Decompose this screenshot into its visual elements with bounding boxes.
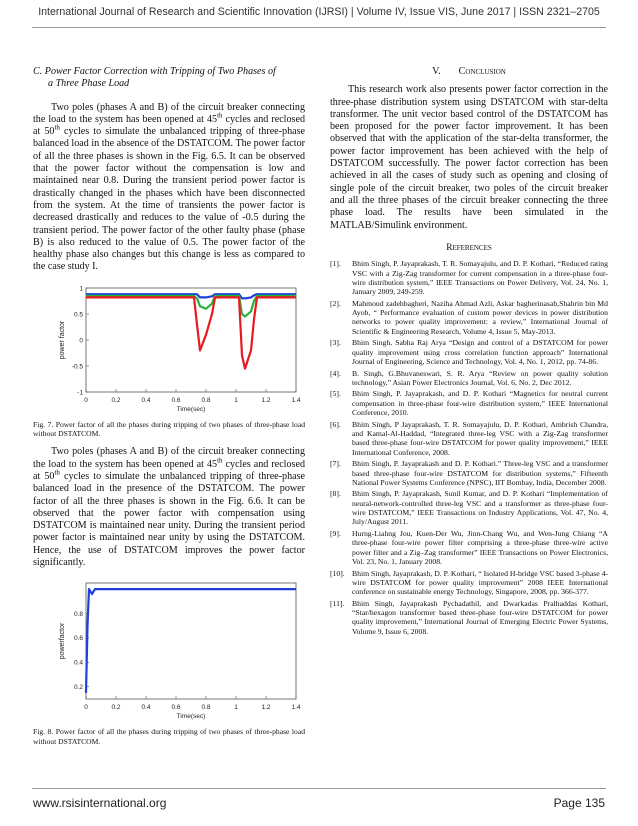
y-tick-label: 1 [79,285,83,293]
x-tick-label: 0.4 [141,704,151,712]
x-tick-label: 0.8 [201,704,211,712]
reference-text: Bhim Singh, P. Jayaprakash, T. R. Somayajulu, and D. P. Kothari, “Reduced rating VSC with a Zig-Zag transformer for current compensation in a three-phase four-wire distribution system,” IEEE Transactions on Power Delivery, Vol. 24, No. 1, January 2009, 249-259. [352,259,608,297]
plot-area [86,288,296,392]
reference-item [330,529,608,566]
x-axis-label: Time(sec) [176,405,206,413]
reference-number: [10]. [330,568,345,578]
reference-number: [7]. [330,459,341,469]
journal-header: International Journal of Research and Scientific Innovation (IJRSI) | Volume IV, Issue VIS, June 2017 | ISSN 2321–2705 [38,6,600,18]
figure-8-chart [41,579,303,725]
x-tick-label: 1 [234,704,238,712]
reference-number: [4]. [330,368,341,378]
reference-item [330,299,608,336]
reference-number: [11]. [330,598,345,608]
x-tick-label: 0.2 [111,396,121,404]
reference-number: [6]. [330,419,341,429]
reference-item [330,420,608,457]
reference-item [330,259,608,296]
reference-number: [2]. [330,298,341,308]
reference-number: [5]. [330,389,341,399]
y-tick-label: -1 [77,389,83,397]
reference-item [330,369,608,388]
x-tick-label: 0 [84,704,88,712]
x-tick-label: 0 [84,396,88,404]
y-tick-label: 0 [79,337,83,345]
y-axis-label: power factor [59,320,66,360]
figure-7-chart [41,284,303,418]
x-tick-label: 0.4 [141,396,151,404]
page-footer [33,796,605,810]
figure-8-caption: Fig. 8. Power factor of all the phases during tripping of two phases of three-phase load without DSTATCOM. [33,727,305,746]
left-column [33,66,305,746]
y-tick-label: 0.6 [73,635,83,643]
y-axis-label: powerfactor [59,623,66,660]
reference-text: Bhim Singh, P. Jayaprakash, Sunil Kumar, and D. P. Kothari “Implementation of neural-network-controlled three-leg VSC and a transformer as three-phase four-wire DSTATCOM,” IEEE Transactions on Industry Applications, Vol. 47, No. 4, July/August 2011. [352,489,608,527]
x-tick-label: 1.4 [291,704,301,712]
conclusion-paragraph: This research work also presents power factor correction in the three-phase distribution system using DSTATCOM with star-delta transformer. The unit vector based control of the DSTATCOM has been proposed for the power factor improvement. It has been observed that with the application of the star-delta transformer, the power factor improvement has been achieved with the help of DSTATCOM successfully. The power factor correction has been achieved in all the cases of study such as opening and closing of single pole of the circuit breaker, two poles of the circuit breaker and all the three phases of the circuit breaker connecting the three phase load. The results have been simulated in the MATLAB/Simulink environment. [330,84,608,231]
conclusion-heading: V. Conclusion [432,66,506,77]
x-tick-label: 0.2 [111,704,121,712]
x-tick-label: 1 [234,396,238,404]
paragraph-1: Two poles (phases A and B) of the circuit breaker connecting the load to the system has been opened at 45th cycles and reclosed at 50th cycles to simulate the unbalanced tripping of three-phase balanced load in the absence of the DSTATCOM. The power factor of all the three phases is shown in the Fig. 6.5. It can be observed that the power factor without the compensation is low and maintained near 0.8. During the transient period power factor is drastically changed in the phases which have been disconnected from the system. At the time of transients the power factor is decreased drastically and reduces to the value of -0.5 during the transient period. The power factor of the other faulty phase (phase B) is also reduced to the value of 0.5. The power factor of the healthy phase also changes but this change is less as compared to the case study I. [33,101,306,273]
y-tick-label: 0.2 [73,684,83,692]
reference-number: [3]. [330,338,341,348]
y-tick-label: 0.4 [73,659,83,667]
reference-text: Bhim Singh, P. Jayaprakash and D. P. Kothari.” Three-leg VSC and a transformer based three-phase four-wire DSTATCOM for distribution systems,” Fifteenth National Power Systems Conference (NPSC), IIT Bombay, India, December 2008. [352,459,608,487]
reference-text: Bhim Singh, Sabha Raj Arya “Design and control of a DSTATCOM for power quality improvement using cross correlation function approach” International Journal of Engineering, Science and Technology, Vol. 4, No. 1, 2012, pp. 74-86. [352,338,608,366]
x-tick-label: 1.2 [261,704,271,712]
reference-number: [8]. [330,489,341,499]
reference-item [330,459,608,487]
reference-item [330,599,608,636]
reference-number: [9]. [330,528,341,538]
footer-rule [32,788,606,789]
paragraph-2: Two poles (phases A and B) of the circuit breaker connecting the load to the system has been opened at 45th cycles and reclosed at 50th cycles to simulate the unbalanced tripping of three-phase balanced load in the presence of the DSTATCOM. The power factor of all the three phases is shown in the Fig. 6.6. It can be observed that the power factor with compensation using DSTATCOM is maintained near unity. During the transient period power factor is maintained near unity by using the DSTATCOM. Hence, the use of DSTATCOM improves the power factor significantly. [33,446,306,569]
references-list [330,259,608,636]
reference-text: Hurng-Liahng Jou, Kuen-Der Wu, Jinn-Chang Wu, and Wen-Jung Chiang “A three-phase four-wire power filter comprising a three-phase three-wire active power filter and a Zig–Zag transformer” IEEE Transactions on Power Electronics, Vol. 23, No. 1, January 2008. [352,528,608,566]
x-tick-label: 0.6 [171,704,181,712]
right-column [330,66,608,638]
reference-text: Bhim Singh, Jayaprakash, D. P. Kothari, “ Isolated H-bridge VSC based 3-phase 4-wire DSTATCOM for power quality improvement” 2008 IEEE International conference on sustainable energy Technology, Singapore, 2008, pp. 366-377. [352,568,608,597]
x-tick-label: 1.4 [291,396,301,404]
x-tick-label: 0.8 [201,396,211,404]
reference-text: Bhim Singh, Jayaprakash Pychadathil, and Dwarkadas Pralhaddas Kothari, “Star/hexagon transformer based three-phase four-wire DSTATCOM for power quality improvement,” International Journal of Emerging Electric Power Systems, Volume 9, Issue 6, 2008. [352,598,608,636]
page-number: Page 135 [553,796,605,810]
references-heading: References [446,242,492,253]
y-tick-label: 0.8 [73,611,83,619]
x-axis-label: Time(sec) [176,713,206,721]
y-tick-label: 0.5 [73,311,83,319]
reference-text: Bhim Singh, P. Jayaprakash, and D. P. Kothari “Magnetics for neutral current compensation in three-phase four-wire distribution system,” IEEE International Conference, 2010. [352,389,608,418]
reference-text: B. Singh, G.Bhuvaneswari, S. R. Arya “Review on power quality solution technology,” Asian Power Electronics Journal, Vol. 6, No. 2, Dec 2012. [352,368,608,387]
header-rule [32,27,606,28]
reference-item [330,489,608,526]
figure-7-caption: Fig. 7. Power factor of all the phases during tripping of two phases of three-phase load without DSTATCOM. [33,419,305,439]
y-tick-label: -0.5 [71,363,83,371]
section-title: C. Power Factor Correction with Tripping of Two Phases of a Three Phase Load [33,66,276,90]
x-tick-label: 1.2 [261,396,271,404]
x-tick-label: 0.6 [171,396,181,404]
reference-item [330,569,608,597]
reference-number: [1]. [330,259,341,269]
reference-item [330,338,608,366]
plot-area [86,583,296,699]
reference-item [330,389,608,417]
reference-text: Mahmoud zadehbagheri, Naziha Ahmad Azli, Askar bagherinasab,Shahrin bin Md Ayob, “ Performance evaluation of custom power devices in power distribution networks to power quality improvement: a review,” International Journal of Scientific & Engineering Research, Volume 4, Issue 5, May-2013. [352,298,608,336]
website-link[interactable]: www.rsisinternational.org [33,796,167,810]
reference-text: Bhim Singh, P Jayaprakash, T. R. Somayajulu, D. P. Kothari, Ambrish Chandra, and Kamal-Al-Haddad, “Integrated three-leg VSC with a Zig-Zag transformer based three-phase four-wire DSTATCOM for power quality improvement,” IEEE International Conference, 2008. [352,419,608,457]
